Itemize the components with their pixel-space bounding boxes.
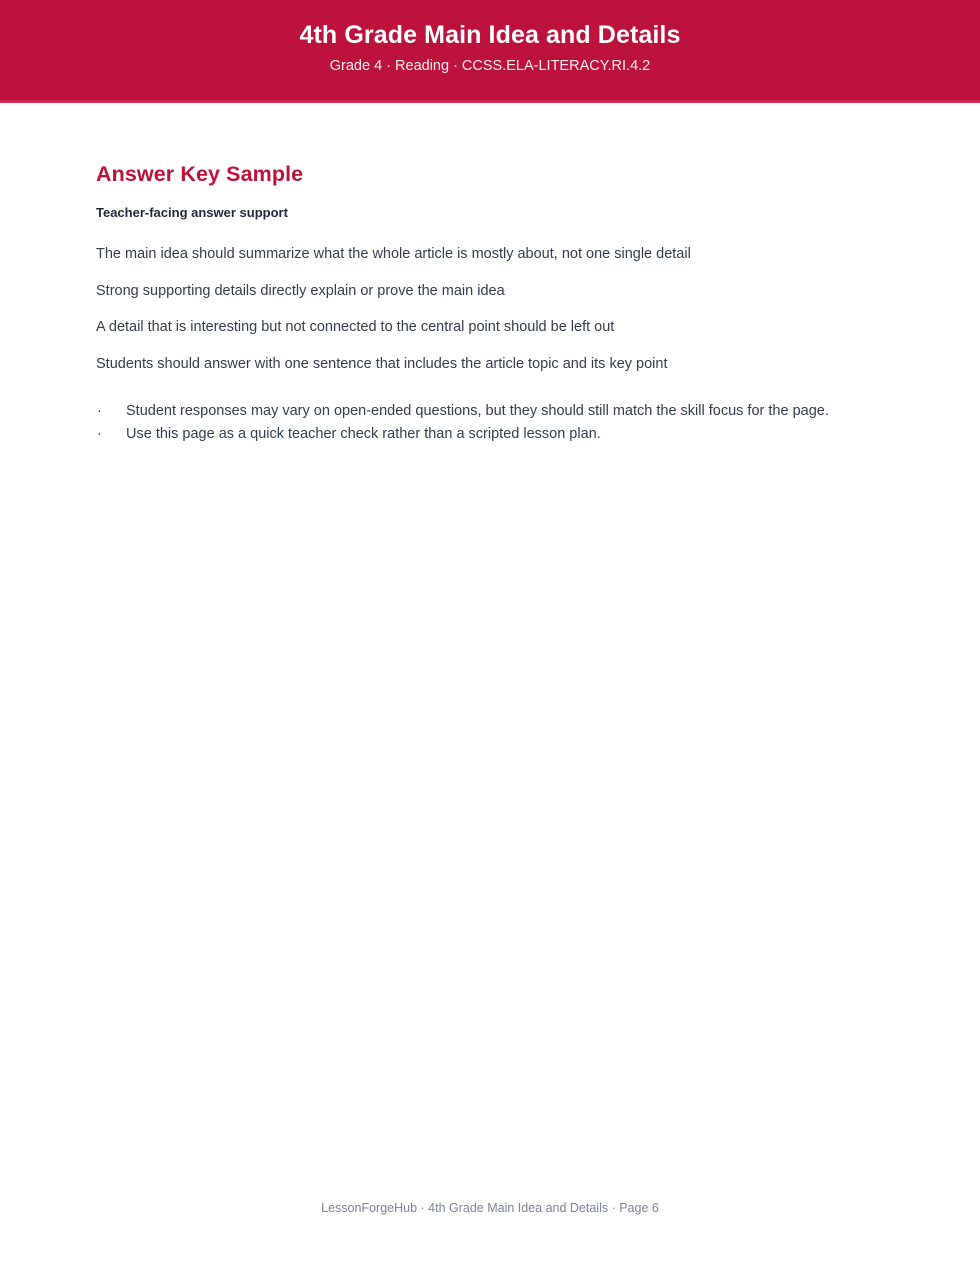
list-item: [96, 423, 864, 447]
footer-text: LessonForgeHub · 4th Grade Main Idea and Details · Page 6: [321, 1201, 659, 1215]
page-header-banner: [0, 0, 980, 103]
teacher-notes-list: [96, 400, 864, 447]
section-subtitle: Teacher-facing answer support: [96, 205, 288, 220]
answer-point: Students should answer with one sentence that includes the article topic and its key point: [96, 355, 668, 372]
answer-point: Strong supporting details directly explain or prove the main idea: [96, 282, 505, 299]
list-item-label: Student responses may vary on open-ended questions, but they should still match the skill focus for the page.: [126, 402, 829, 419]
page-title: 4th Grade Main Idea and Details: [299, 21, 681, 49]
answer-point: A detail that is interesting but not connected to the central point should be left out: [96, 319, 615, 335]
bullet-point-icon: ·: [97, 402, 102, 419]
answer-points-list: [96, 244, 864, 374]
answer-point: The main idea should summarize what the whole article is mostly about, not one single detail: [96, 246, 691, 262]
list-item-label: Use this page as a quick teacher check rather than a scripted lesson plan.: [126, 426, 601, 442]
page-subtitle: Grade 4 · Reading · CCSS.ELA-LITERACY.RI.4.2: [329, 58, 651, 74]
page-footer: [0, 1200, 980, 1268]
list-item: [96, 400, 864, 424]
section-title: Answer Key Sample: [96, 162, 304, 186]
bullet-point-icon: ·: [97, 426, 102, 442]
main-content: [0, 103, 980, 447]
